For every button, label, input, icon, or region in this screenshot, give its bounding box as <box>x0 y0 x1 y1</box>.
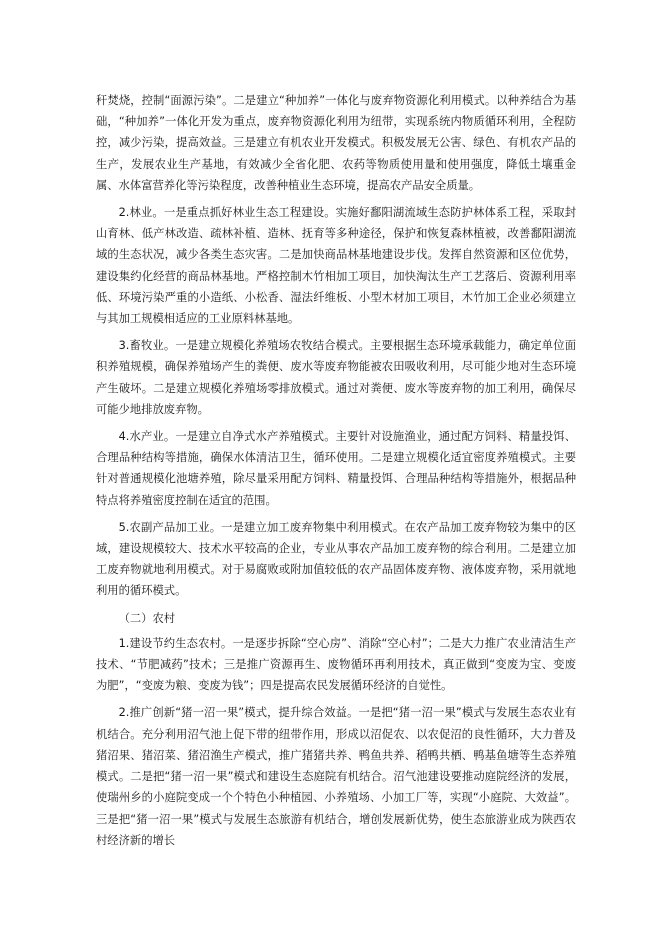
paragraph-farming-continued: 秆焚烧，控制“面源污染”。二是建立“种加养”一体化与废弃物资源化利用模式。以种养结合为基础，“种加养”一体化开发为重点，废弃物资源化利用为纽带，实现系统内物质循环利用，全程防控，减少污染，提高效益。三是建立有机农业开发模式。积极发展无公害、绿色、有机农产品的生产，发展农业生产基地，有效减少全省化肥、农药等物质使用量和使用强度，降低土壤重金属、水体富营养化等污染程度，改善种植业生态环境，提高农产品安全质量。 <box>96 94 576 192</box>
paragraph-processing-industry: 5.农副产品加工业。一是建立加工废弃物集中利用模式。在农产品加工废弃物较为集中的区域，建设规模较大、技术水平较高的企业，专业从事农产品加工废弃物的综合利用。二是建立加工废弃物就地利用模式。对于易腐败或附加值较低的农产品固体废弃物、液体废弃物，采用就地利用的循环模式。 <box>96 520 576 598</box>
paragraph-animal-husbandry: 3.畜牧业。一是建立规模化养殖场农牧结合模式。主要根据生态环境承载能力，确定单位面积养殖规模，确保养殖场产生的粪便、废水等废弃物能被农田吸收利用，尽可能少地对生态环境产生破坏。二是建立规模化养殖场零排放模式。通过对粪便、废水等废弃物的加工利用，确保尽可能少地排放废弃物。 <box>96 339 576 416</box>
paragraph-forestry: 2.林业。一是重点抓好林业生态工程建设。实施好鄱阳湖流域生态防护林体系工程，采取封山育林、低产林改造、疏林补植、造林、抚育等多种途径，保护和恢复森林植被，改善鄱阳湖流域的生态状况，减少各类生态灾害。二是加快商品林基地建设步伐。发挥自然资源和区位优势，建设集约化经营的商品林基地。严格控制木竹相加工项目，加快淘汰生产工艺落后、资源利用率低、环境污染严重的小造纸、小松香、湿法纤维板、小型木材加工项目，木竹加工企业必须建立与其加工规模相适应的工业原料林基地。 <box>96 206 576 326</box>
section-heading-rural: （二）农村 <box>118 611 176 625</box>
paragraph-aquaculture: 4.水产业。一是建立自净式水产养殖模式。主要针对设施渔业，通过配方饲料、精量投饵、合理品种结构等措施，确保水体清洁卫生，循环使用。二是建立规模化适宜密度养殖模式。主要针对普通规模化池塘养殖，除尽量采用配方饲料、精量投饵、合理品种结构等措施外，根据品种特点将养殖密度控制在适宜的范围。 <box>96 430 576 507</box>
paragraph-eco-village: 1.建设节约生态农村。一是逐步拆除“空心房”、消除“空心村”；二是大力推广农业清洁生产技术、“节肥减药”技术；三是推广资源再生、废物循环再利用技术，真正做到“变废为宝、变废为肥”，“变废为粮、变废为钱”；四是提高农民发展循环经济的自觉性。 <box>96 636 576 693</box>
document-body <box>96 90 576 857</box>
paragraph-pig-biogas-fruit: 2.推广创新“猪一沼一果”模式，提升综合效益。一是把“猪一沼一果”模式与发展生态农业有机结合。充分利用沼气池上促下带的纽带作用，形成以沼促农、以农促沼的良性循环，大力普及猪沼果、猪沼菜、猪沼渔生产模式，推广猪猪共养、鸭鱼共养、稻鸭共栖、鸭基鱼塘等生态养殖模式。二是把“猪一沼一果”模式和建设生态庭院有机结合。沼气池建设要推动庭院经济的发展，使瑞州乡的小庭院变成一个个特色小种植园、小养殖场、小加工厂等，实现“小庭院、大效益”。三是把“猪一沼一果”模式与发展生态旅游有机结合，增创发展新优势，使生态旅游业成为陕西农村经济新的增长 <box>96 706 576 847</box>
